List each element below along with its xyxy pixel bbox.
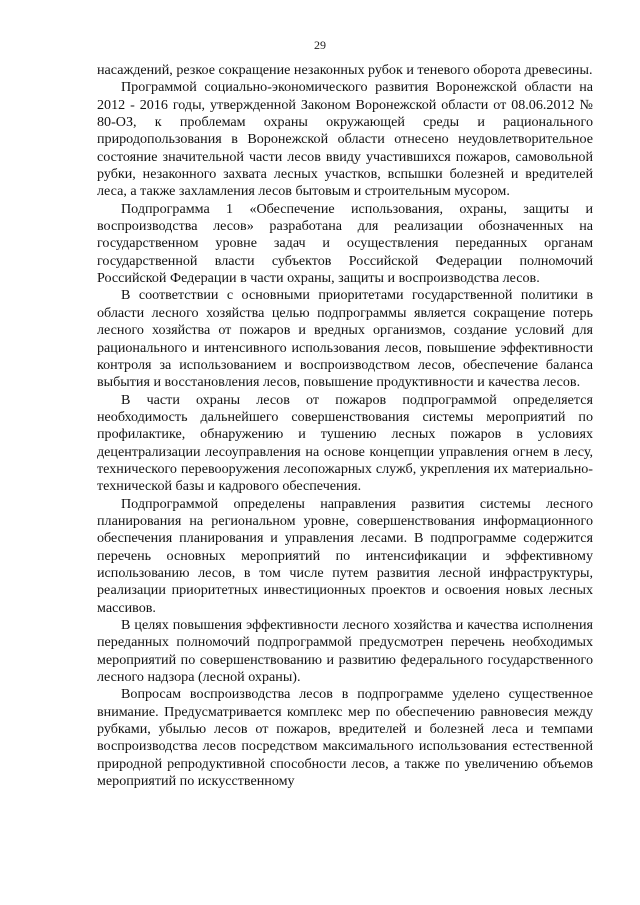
- paragraph-subprogram-1: Подпрограмма 1 «Обеспечение использования, охраны, защиты и воспроизводства лесов» разработана для реализации обозначенных на государственном уровне задач и осуществления переданных органам государственной власти субъектов Российской Федерации полномочий Российской Федерации в части охраны, защиты и воспроизводства лесов.: [97, 200, 593, 287]
- paragraph-forest-supervision: В целях повышения эффективности лесного хозяйства и качества исполнения переданных полномочий подпрограммой предусмотрен перечень необходимых мероприятий по совершенствованию и развитию федерального государственного лесного надзора (лесной охраны).: [97, 617, 593, 686]
- paragraph-program-problems: Программой социально-экономического развития Воронежской области на 2012 - 2016 годы, утвержденной Законом Воронежской области от 08.06.2012 № 80-ОЗ, к проблемам охраны окружающей среды и рационального природопользования в Воронежской области отнесено неудовлетворительное состояние значительной части лесов ввиду участившихся пожаров, самовольной рубки, незаконного захвата лесных участков, вспышки болезней и вредителей леса, а также захламления лесов бытовым и строительным мусором.: [97, 79, 593, 200]
- document-body: [97, 62, 593, 790]
- paragraph-reforestation: Вопросам воспроизводства лесов в подпрограмме уделено существенное внимание. Предусматривается комплекс мер по обеспечению равновесия между рубками, убылью лесов от пожаров, вредителей и болезней леса и темпами воспроизводства лесов посредством максимального использования естественной природной репродуктивной способности лесов, а также по увеличению объемов мероприятий по искусственному: [97, 686, 593, 790]
- paragraph-fire-protection: В части охраны лесов от пожаров подпрограммой определяется необходимость дальнейшего совершенствования системы мероприятий по профилактике, обнаружению и тушению лесных пожаров в условиях децентрализации лесоуправления на основе концепции управления огнем в лесу, технического перевооружения лесопожарных служб, укрепления их материально-технической базы и кадрового обеспечения.: [97, 391, 593, 495]
- paragraph-forest-planning: Подпрограммой определены направления развития системы лесного планирования на региональном уровне, совершенствования информационного обеспечения планирования и управления лесами. В подпрограмме содержится перечень основных мероприятий по интенсификации и эффективному использованию лесов, в том числе путем развития лесной инфраструктуры, реализации приоритетных инвестиционных проектов и освоения новых лесных массивов.: [97, 495, 593, 616]
- paragraph-subprogram-goal: В соответствии с основными приоритетами государственной политики в области лесного хозяйства целью подпрограммы является сокращение потерь лесного хозяйства от пожаров и вредных организмов, создание условий для рационального и интенсивного использования лесов, повышение эффективности контроля за использованием и воспроизводством лесов, обеспечение баланса выбытия и восстановления лесов, повышение продуктивности и качества лесов.: [97, 287, 593, 391]
- page-number: 29: [314, 38, 326, 52]
- paragraph-continuation: насаждений, резкое сокращение незаконных рубок и теневого оборота древесины.: [97, 62, 593, 78]
